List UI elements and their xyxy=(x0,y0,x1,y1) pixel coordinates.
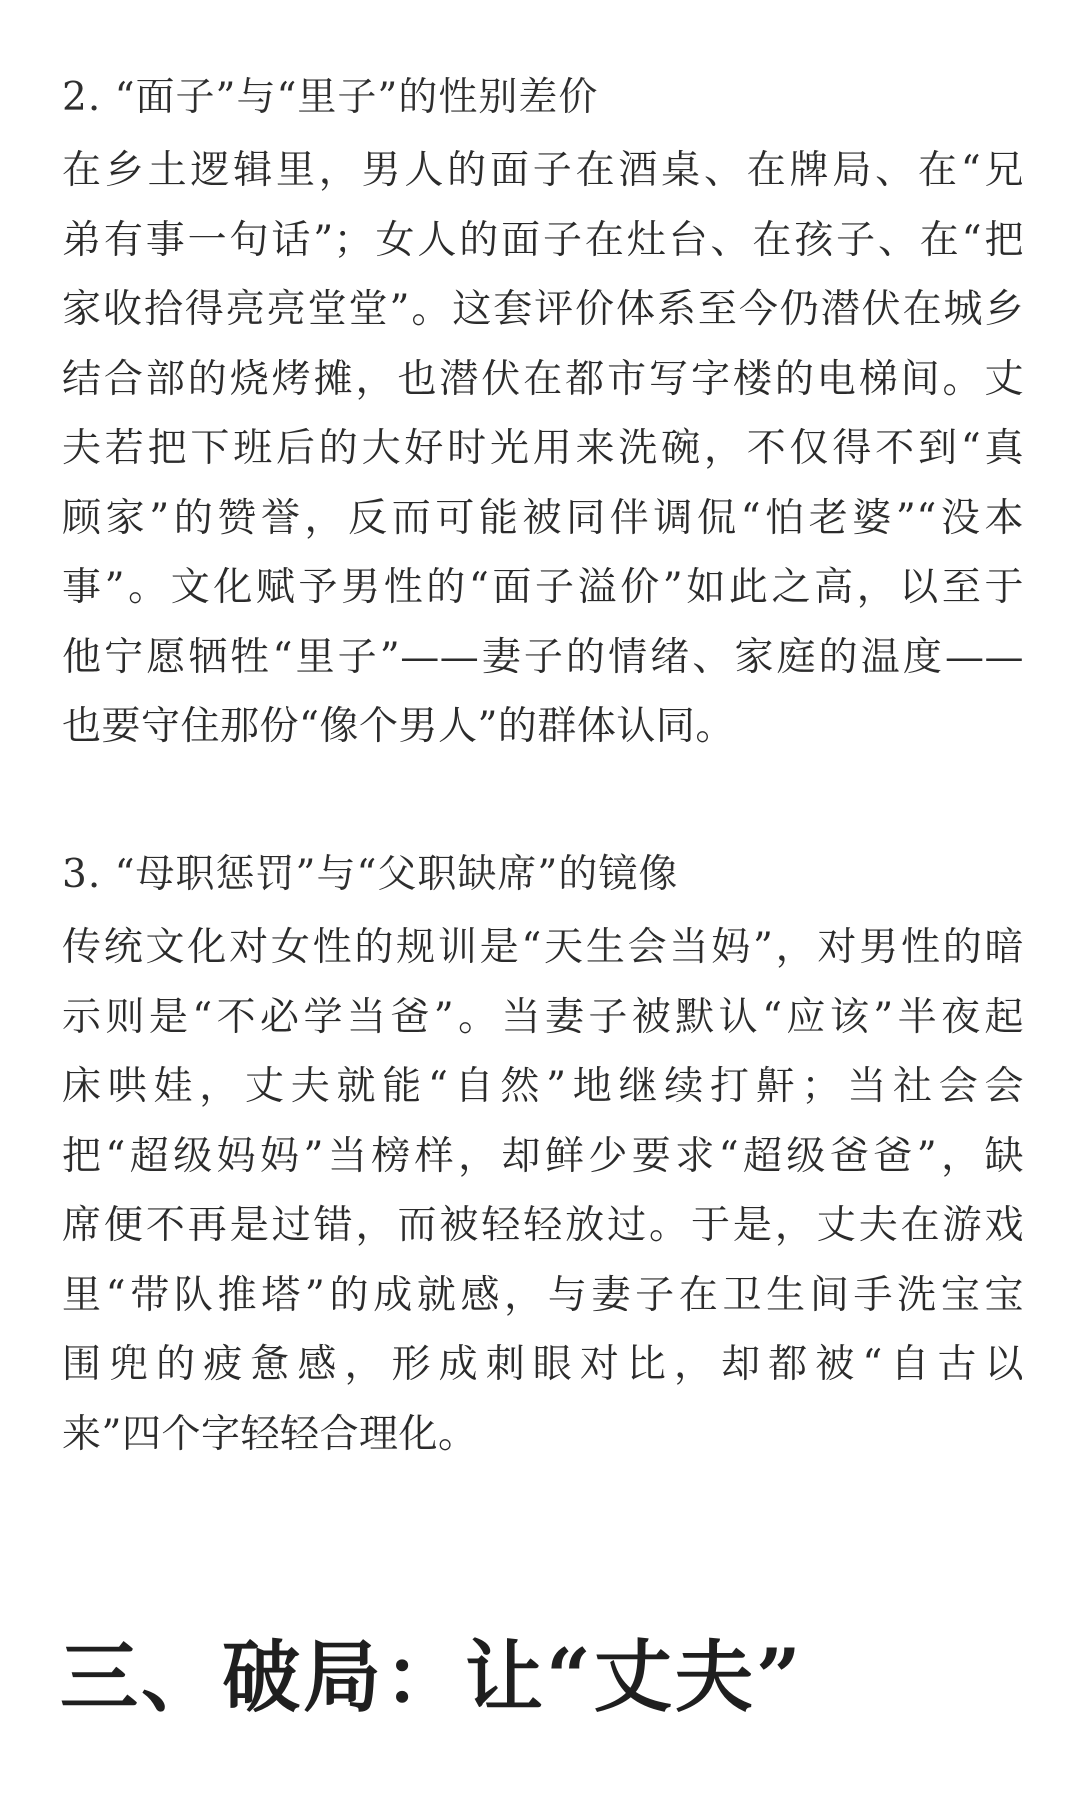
paragraph-line: 围兜的疲惫感，形成刺眼对比，却都被“自古以 xyxy=(62,1342,1024,1387)
paragraph-line: 示则是“不必学当爸”。当妻子被默认“应该”半夜起 xyxy=(62,994,1024,1040)
paragraph-line: 夫若把下班后的大好时光用来洗碗，不仅得不到“真 xyxy=(62,426,1024,471)
paragraph-line: 弟有事一句话”；女人的面子在灶台、在孩子、在“把 xyxy=(62,217,1024,263)
paragraph-line: 来”四个字轻轻合理化。 xyxy=(62,1411,478,1457)
section-3-paragraph xyxy=(62,913,1024,1469)
paragraph-line: 结合部的烧烤摊，也潜伏在都市写字楼的电梯间。丈 xyxy=(62,356,1024,402)
section-3-heading: 3. “母职惩罚”与“父职缺席”的镜像 xyxy=(62,852,679,897)
paragraph-line: 在乡土逻辑里，男人的面子在酒桌、在牌局、在“兄 xyxy=(62,148,1024,193)
paragraph-line: 里“带队推塔”的成就感，与妻子在卫生间手洗宝宝 xyxy=(62,1272,1024,1318)
paragraph-line: 家收拾得亮亮堂堂”。这套评价体系至今仍潜伏在城乡 xyxy=(62,287,1024,332)
paragraph-line: 传统文化对女性的规训是“天生会当妈”，对男性的暗 xyxy=(62,925,1024,970)
section-2-heading: 2. “面子”与“里子”的性别差价 xyxy=(62,75,599,120)
paragraph-line: 床哄娃，丈夫就能“自然”地继续打鼾；当社会会 xyxy=(62,1064,1024,1109)
paragraph-line: 事”。文化赋予男性的“面子溢价”如此之高，以至于 xyxy=(62,565,1024,610)
paragraph-line: 把“超级妈妈”当榜样，却鲜少要求“超级爸爸”，缺 xyxy=(62,1133,1024,1179)
chapter-title: 三、破局：让“丈夫” xyxy=(60,1632,804,1723)
paragraph-line: 也要守住那份“像个男人”的群体认同。 xyxy=(62,704,735,749)
paragraph-line: 顾家”的赞誉，反而可能被同伴调侃“怕老婆”“没本 xyxy=(62,495,1024,541)
section-2-paragraph xyxy=(62,136,1024,762)
paragraph-line: 席便不再是过错，而被轻轻放过。于是，丈夫在游戏 xyxy=(62,1203,1024,1248)
paragraph-line: 他宁愿牺牲“里子”——妻子的情绪、家庭的温度—— xyxy=(62,634,1024,680)
